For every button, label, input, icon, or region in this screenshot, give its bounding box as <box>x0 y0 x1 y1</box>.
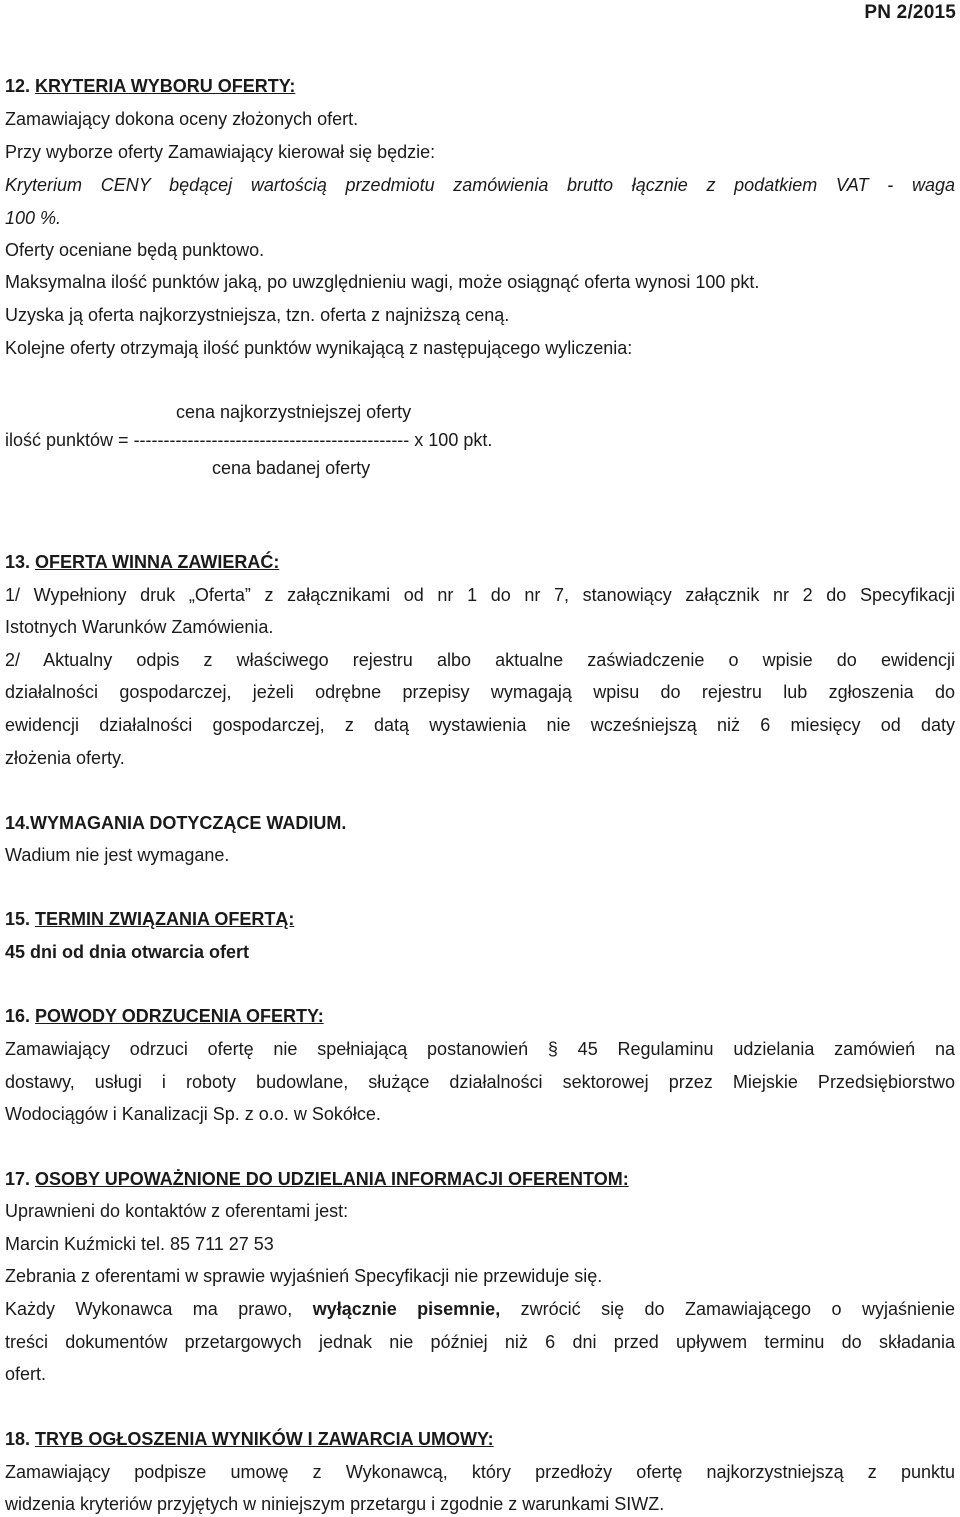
formula-denominator: cena badanej oferty <box>212 458 371 478</box>
text-line: Zamawiający dokona oceny złożonych ofert. <box>5 109 359 129</box>
paragraph-line: widzenia kryteriów przyjętych w niniejszym przetargu i zgodnie z warunkami SIWZ. <box>5 1494 665 1514</box>
paragraph-line: ofert. <box>5 1364 47 1384</box>
section-14-heading: 14.WYMAGANIA DOTYCZĄCE WADIUM. <box>5 813 347 833</box>
paragraph-line: złożenia oferty. <box>5 748 125 768</box>
formula-numerator: cena najkorzystniejszej oferty <box>176 402 412 422</box>
contact-line: Marcin Kuźmicki tel. 85 711 27 53 <box>5 1234 274 1254</box>
text-line: Zebrania z oferentami w sprawie wyjaśnień Specyfikacji nie przewiduje się. <box>5 1266 603 1286</box>
section-17-heading: 17. OSOBY UPOWAŻNIONE DO UDZIELANIA INFORMACJI OFERENTOM: <box>5 1169 629 1189</box>
paragraph-line: 1/ Wypełniony druk „Oferta” z załącznikami od nr 1 do nr 7, stanowiący załącznik nr 2 do Specyfikacji <box>5 585 955 605</box>
paragraph-line: Istotnych Warunków Zamówienia. <box>5 617 274 637</box>
section-16-heading: 16. POWODY ODRZUCENIA OFERTY: <box>5 1006 324 1026</box>
section-18-heading: 18. TRYB OGŁOSZENIA WYNIKÓW I ZAWARCIA UMOWY: <box>5 1429 494 1449</box>
section-13-heading: 13. OFERTA WINNA ZAWIERAĆ: <box>5 552 280 572</box>
paragraph-line: działalności gospodarczej, jeżeli odrębne przepisy wymagają wpisu do rejestru lub zgłoszenia do <box>5 682 955 702</box>
binding-period: 45 dni od dnia otwarcia ofert <box>5 942 250 962</box>
paragraph-line: 2/ Aktualny odpis z właściwego rejestru albo aktualne zaświadczenie o wpisie do ewidencji <box>5 650 955 670</box>
criterion-line: Kryterium CENY będącej wartością przedmiotu zamówienia brutto łącznie z podatkiem VAT - waga <box>5 175 955 195</box>
text-line: Uzyska ją oferta najkorzystniejsza, tzn. oferta z najniższą ceną. <box>5 305 510 325</box>
paragraph-line: Wodociągów i Kanalizacji Sp. z o.o. w Sokółce. <box>5 1104 381 1124</box>
formula-line: ilość punktów = ---------------------------------------------- x 100 pkt. <box>5 430 493 450</box>
section-12-heading: 12. KRYTERIA WYBORU OFERTY: <box>5 76 296 96</box>
text-line: Wadium nie jest wymagane. <box>5 845 230 865</box>
section-15-heading: 15. TERMIN ZWIĄZANIA OFERTĄ: <box>5 909 295 929</box>
text-line: Uprawnieni do kontaktów z oferentami jest: <box>5 1201 349 1221</box>
text-line: Przy wyborze oferty Zamawiający kierował się będzie: <box>5 142 436 162</box>
criterion-weight: 100 %. <box>5 208 62 228</box>
paragraph-line: Zamawiający podpisze umowę z Wykonawcą, który przedłoży ofertę najkorzystniejszą z punktu <box>5 1462 955 1482</box>
text-line: Kolejne oferty otrzymają ilość punktów wynikającą z następującego wyliczenia: <box>5 338 633 358</box>
text-line: Oferty oceniane będą punktowo. <box>5 240 265 260</box>
text-line: Maksymalna ilość punktów jaką, po uwzględnieniu wagi, może osiągnąć oferta wynosi 100 pkt. <box>5 272 760 292</box>
paragraph-line: ewidencji działalności gospodarczej, z datą wystawienia nie wcześniejszą niż 6 miesięcy od daty <box>5 715 955 735</box>
paragraph-line: treści dokumentów przetargowych jednak nie później niż 6 dni przed upływem terminu do składania <box>5 1332 955 1352</box>
paragraph-line: dostawy, usługi i roboty budowlane, służące działalności sektorowej przez Miejskie Przedsiębiorstwo <box>5 1072 955 1092</box>
document-code: PN 2/2015 <box>864 2 956 23</box>
paragraph-line: Każdy Wykonawca ma prawo, wyłącznie pisemnie, zwrócić się do Zamawiającego o wyjaśnienie <box>5 1299 955 1319</box>
paragraph-line: Zamawiający odrzuci ofertę nie spełniającą postanowień § 45 Regulaminu udzielania zamówień na <box>5 1039 955 1059</box>
